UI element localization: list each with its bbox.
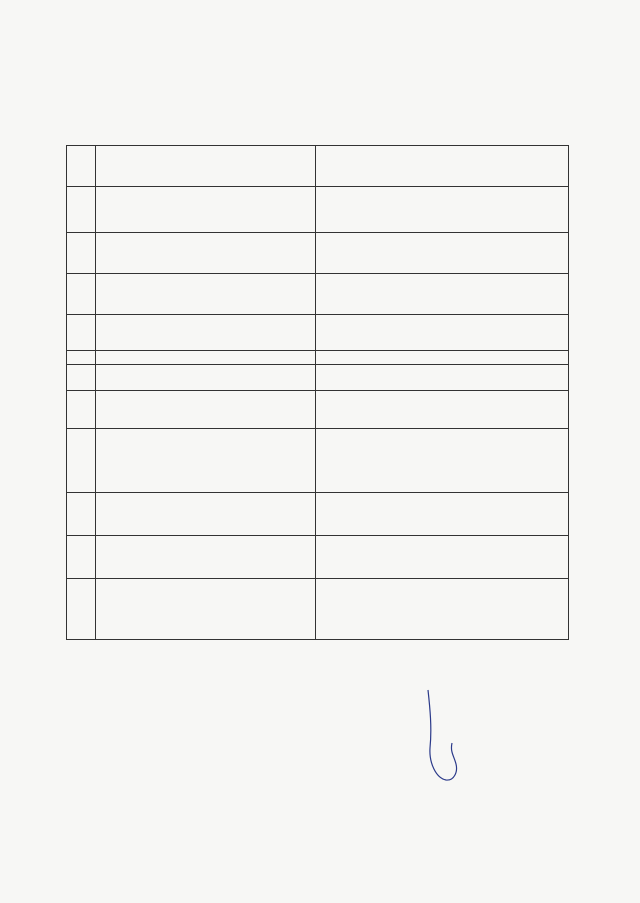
row-number	[67, 187, 96, 233]
table-row	[67, 391, 569, 429]
stamp-line-1	[32, 11, 87, 14]
row-number	[67, 233, 96, 274]
row-number	[67, 536, 96, 579]
table-row	[67, 187, 569, 233]
stamp-line-4	[32, 11, 87, 14]
row-number	[67, 493, 96, 536]
row-label	[96, 187, 316, 233]
row-number	[67, 274, 96, 315]
stamp-line-5	[44, 11, 87, 13]
row-label	[96, 536, 316, 579]
row-value	[316, 429, 569, 493]
info-table	[66, 145, 569, 640]
row-value	[316, 391, 569, 429]
row-value	[316, 579, 569, 640]
row-number	[67, 365, 96, 391]
row-value	[316, 233, 569, 274]
table-row	[67, 536, 569, 579]
row-label	[96, 493, 316, 536]
row-value	[316, 315, 569, 351]
table-row	[67, 429, 569, 493]
row-value	[316, 274, 569, 315]
stamp-line-2	[62, 11, 87, 12]
row-value	[316, 351, 569, 365]
row-value	[316, 536, 569, 579]
row-label	[96, 579, 316, 640]
table-row	[67, 146, 569, 187]
table-row	[67, 579, 569, 640]
row-number	[67, 391, 96, 429]
table-row	[67, 274, 569, 315]
row-number	[67, 351, 96, 365]
table-row	[67, 233, 569, 274]
row-label	[96, 315, 316, 351]
row-label	[96, 351, 316, 365]
row-value	[316, 365, 569, 391]
row-label	[96, 274, 316, 315]
handwritten-signature	[410, 688, 470, 788]
office-stamp	[32, 11, 87, 14]
table-row	[67, 493, 569, 536]
row-label	[96, 146, 316, 187]
row-label	[96, 233, 316, 274]
row-label	[96, 391, 316, 429]
row-number	[67, 429, 96, 493]
row-label	[96, 429, 316, 493]
row-number	[67, 315, 96, 351]
row-value	[316, 146, 569, 187]
table-row	[67, 351, 569, 365]
row-value	[316, 187, 569, 233]
signature-stroke	[428, 690, 457, 780]
row-number	[67, 146, 96, 187]
row-number	[67, 579, 96, 640]
row-label	[96, 365, 316, 391]
table-row	[67, 315, 569, 351]
row-value	[316, 493, 569, 536]
table-row	[67, 365, 569, 391]
